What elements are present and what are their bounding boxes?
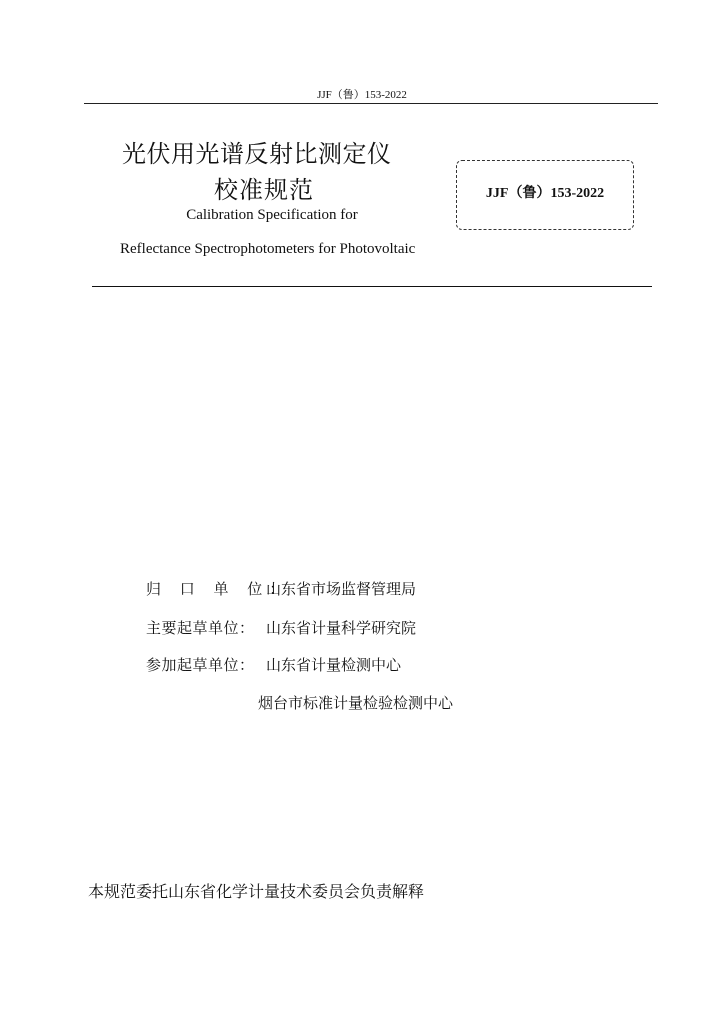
title-chinese-line-1: 光伏用光谱反射比测定仪 xyxy=(122,140,392,168)
responsible-unit-value: 山东省市场监督管理局 xyxy=(266,580,417,598)
specification-code: JJF（鲁）153-2022 xyxy=(485,186,605,201)
responsible-unit-label: 归 口 单 位： xyxy=(146,580,292,598)
header-rule xyxy=(84,103,658,104)
title-english-line-2: Reflectance Spectrophotometers for Photovoltaic xyxy=(120,241,416,257)
title-english-line-1: Calibration Specification for xyxy=(186,207,358,223)
header-code: JJF（鲁）153-2022 xyxy=(317,89,407,101)
title-chinese-line-2: 校准规范 xyxy=(214,176,314,204)
participant-row-2 xyxy=(258,692,453,713)
main-drafter-row xyxy=(146,617,416,638)
main-drafter-value: 山东省计量科学研究院 xyxy=(266,619,417,637)
specification-code-box xyxy=(456,160,634,230)
main-drafter-label: 主要起草单位： xyxy=(146,619,255,637)
participant-row xyxy=(146,654,401,675)
participant-label: 参加起草单位： xyxy=(146,656,255,674)
responsible-unit-row xyxy=(146,578,416,599)
title-divider xyxy=(92,286,652,287)
interpretation-note: 本规范委托山东省化学计量技术委员会负责解释 xyxy=(88,882,425,901)
participant-value-2: 烟台市标准计量检验检测中心 xyxy=(258,694,454,712)
participant-value-1: 山东省计量检测中心 xyxy=(266,656,402,674)
